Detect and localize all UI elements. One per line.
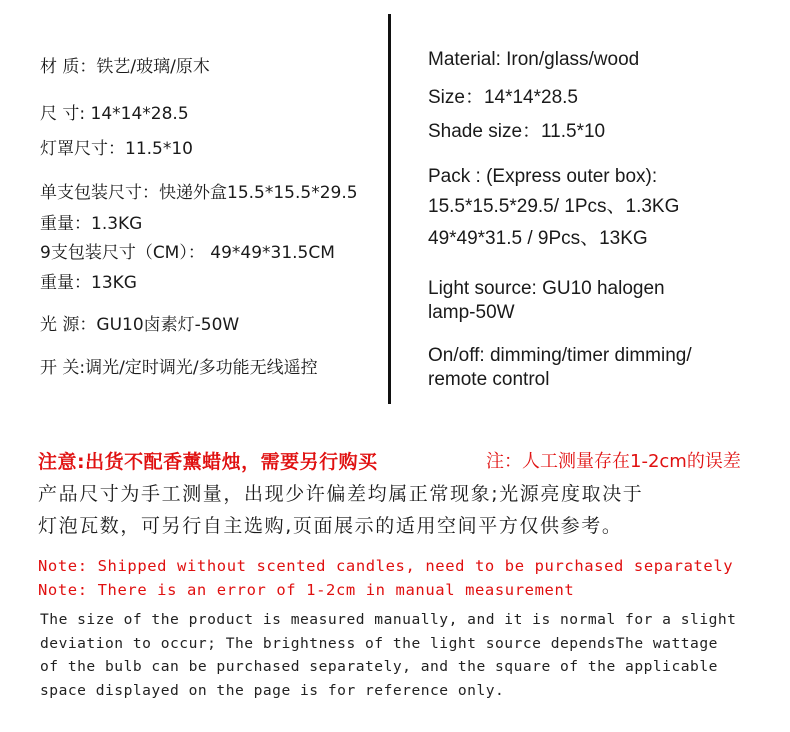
- spec-switch-cn: 开 关:调光/定时调光/多功能无线遥控: [40, 358, 318, 378]
- spec-light-source-en-cont: lamp-50W: [428, 302, 515, 323]
- spec-single-weight-cn: 重量：1.3KG: [40, 214, 143, 234]
- spec-pack-en: Pack : (Express outer box):: [428, 166, 658, 187]
- measurement-error-note-en: Note: There is an error of 1-2cm in manual measurement: [38, 581, 575, 599]
- disclaimer-cn-line1: 产品尺寸为手工测量，出现少许偏差均属正常现象;光源亮度取决于: [38, 483, 644, 505]
- spec-nine-pack-cn: 9支包装尺寸（CM）： 49*49*31.5CM: [40, 243, 335, 263]
- spec-switch-en-cont: remote control: [428, 369, 550, 390]
- spec-single-pack-en: 15.5*15.5*29.5/ 1Pcs、1.3KG: [428, 196, 680, 217]
- no-candle-warning-cn: 注意:出货不配香薰蜡烛，需要另行购买: [38, 451, 378, 473]
- disclaimer-en-line4: space displayed on the page is for reference only.: [40, 682, 505, 699]
- spec-material-en: Material: Iron/glass/wood: [428, 49, 640, 70]
- spec-single-pack-cn: 单支包装尺寸：快递外盒15.5*15.5*29.5: [40, 183, 358, 203]
- disclaimer-en-line1: The size of the product is measured manually, and it is normal for a slight: [40, 611, 737, 628]
- spec-nine-weight-cn: 重量：13KG: [40, 273, 137, 293]
- measurement-error-note-cn: 注：人工测量存在1-2cm的误差: [486, 451, 741, 472]
- disclaimer-en-line3: of the bulb can be purchased separately, and the square of the applicable: [40, 658, 718, 675]
- spec-light-source-cn: 光 源：GU10卤素灯-50W: [40, 315, 240, 335]
- column-divider: [388, 14, 391, 404]
- spec-size-cn: 尺 寸: 14*14*28.5: [40, 104, 189, 124]
- disclaimer-cn-line2: 灯泡瓦数，可另行自主选购,页面展示的适用空间平方仅供参考。: [38, 515, 623, 537]
- spec-nine-pack-en: 49*49*31.5 / 9Pcs、13KG: [428, 228, 648, 249]
- spec-shade-size-en: Shade size：11.5*10: [428, 121, 606, 142]
- no-candle-warning-en: Note: Shipped without scented candles, need to be purchased separately: [38, 557, 734, 575]
- spec-switch-en: On/off: dimming/timer dimming/: [428, 345, 692, 366]
- disclaimer-en-line2: deviation to occur; The brightness of the light source dependsThe wattage: [40, 635, 718, 652]
- spec-shade-size-cn: 灯罩尺寸：11.5*10: [40, 139, 193, 159]
- spec-light-source-en: Light source: GU10 halogen: [428, 278, 665, 299]
- spec-size-en: Size：14*14*28.5: [428, 87, 578, 108]
- spec-material-cn: 材 质：铁艺/玻璃/原木: [40, 57, 210, 77]
